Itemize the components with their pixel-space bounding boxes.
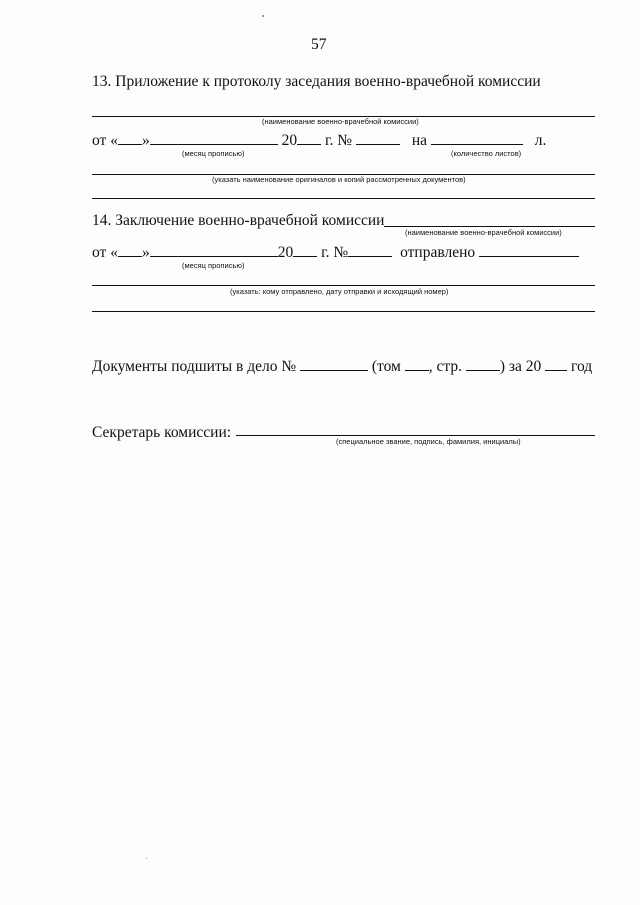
sent-field[interactable] xyxy=(479,242,579,257)
secretary-label: Секретарь комиссии: xyxy=(92,424,232,441)
caption-sheets: (количество листов) xyxy=(451,149,522,158)
section14-title xyxy=(92,212,384,230)
section14-date-line xyxy=(92,242,579,262)
month-field[interactable] xyxy=(150,130,278,145)
year-prefix: 20 xyxy=(281,132,298,149)
month-field-14[interactable] xyxy=(150,242,278,257)
caption-month-14: (месяц прописью) xyxy=(182,261,245,270)
secretary-line xyxy=(92,424,231,442)
from-close-quote: » xyxy=(141,132,150,149)
sheets-suffix: л. xyxy=(534,132,547,149)
page-label: , стр. xyxy=(428,358,462,375)
number-field-14[interactable] xyxy=(348,242,392,257)
caption-secretary: (специальное звание, подпись, фамилия, инициалы) xyxy=(336,437,521,446)
documents-line-2 xyxy=(92,198,595,199)
from-prefix-14: от « xyxy=(92,244,118,261)
case-number-field[interactable] xyxy=(300,356,368,371)
section13-date-line xyxy=(92,130,546,150)
caption-month: (месяц прописью) xyxy=(182,149,245,158)
volume-open: (том xyxy=(371,358,401,375)
year-prefix-14: 20 xyxy=(277,244,294,261)
caption-commission-name-14: (наименование военно-врачебной комиссии) xyxy=(405,228,562,237)
day-field[interactable] xyxy=(118,130,142,145)
close-year: ) за 20 xyxy=(499,358,542,375)
section13-title: 13. Приложение к протоколу заседания военно-врачебной комиссии xyxy=(92,73,541,90)
year-field-14[interactable] xyxy=(293,242,317,257)
sent-label: отправлено xyxy=(400,244,476,261)
from-prefix: от « xyxy=(92,132,118,149)
number-label: г. № xyxy=(324,132,353,149)
filing-year-field[interactable] xyxy=(545,356,567,371)
page-field[interactable] xyxy=(466,356,500,371)
scan-mark xyxy=(146,858,147,859)
year-suffix: год xyxy=(571,358,593,375)
caption-sent: (указать: кому отправлено, дату отправки и исходящий номер) xyxy=(230,287,449,296)
sent-details-line-2 xyxy=(92,311,595,312)
number-label-14: г. № xyxy=(321,244,349,261)
sent-details-line xyxy=(92,285,595,286)
section14-title-text: 14. Заключение военно-врачебной комиссии xyxy=(92,212,385,229)
from-close-quote-14: » xyxy=(141,244,150,261)
secretary-signature-line[interactable] xyxy=(236,435,595,436)
filing-line xyxy=(92,356,592,376)
page-number: 57 xyxy=(311,36,327,53)
number-field[interactable] xyxy=(356,130,400,145)
caption-commission-name: (наименование военно-врачебной комиссии) xyxy=(262,117,419,126)
on-label: на xyxy=(411,132,428,149)
scan-mark xyxy=(262,15,264,17)
year-field[interactable] xyxy=(297,130,321,145)
filing-prefix: Документы подшиты в дело № xyxy=(92,358,297,375)
volume-field[interactable] xyxy=(405,356,429,371)
caption-documents: (указать наименование оригиналов и копий рассмотренных документов) xyxy=(212,175,466,184)
sheets-field[interactable] xyxy=(431,130,523,145)
commission-name-line-14 xyxy=(384,226,595,227)
day-field-14[interactable] xyxy=(118,242,142,257)
